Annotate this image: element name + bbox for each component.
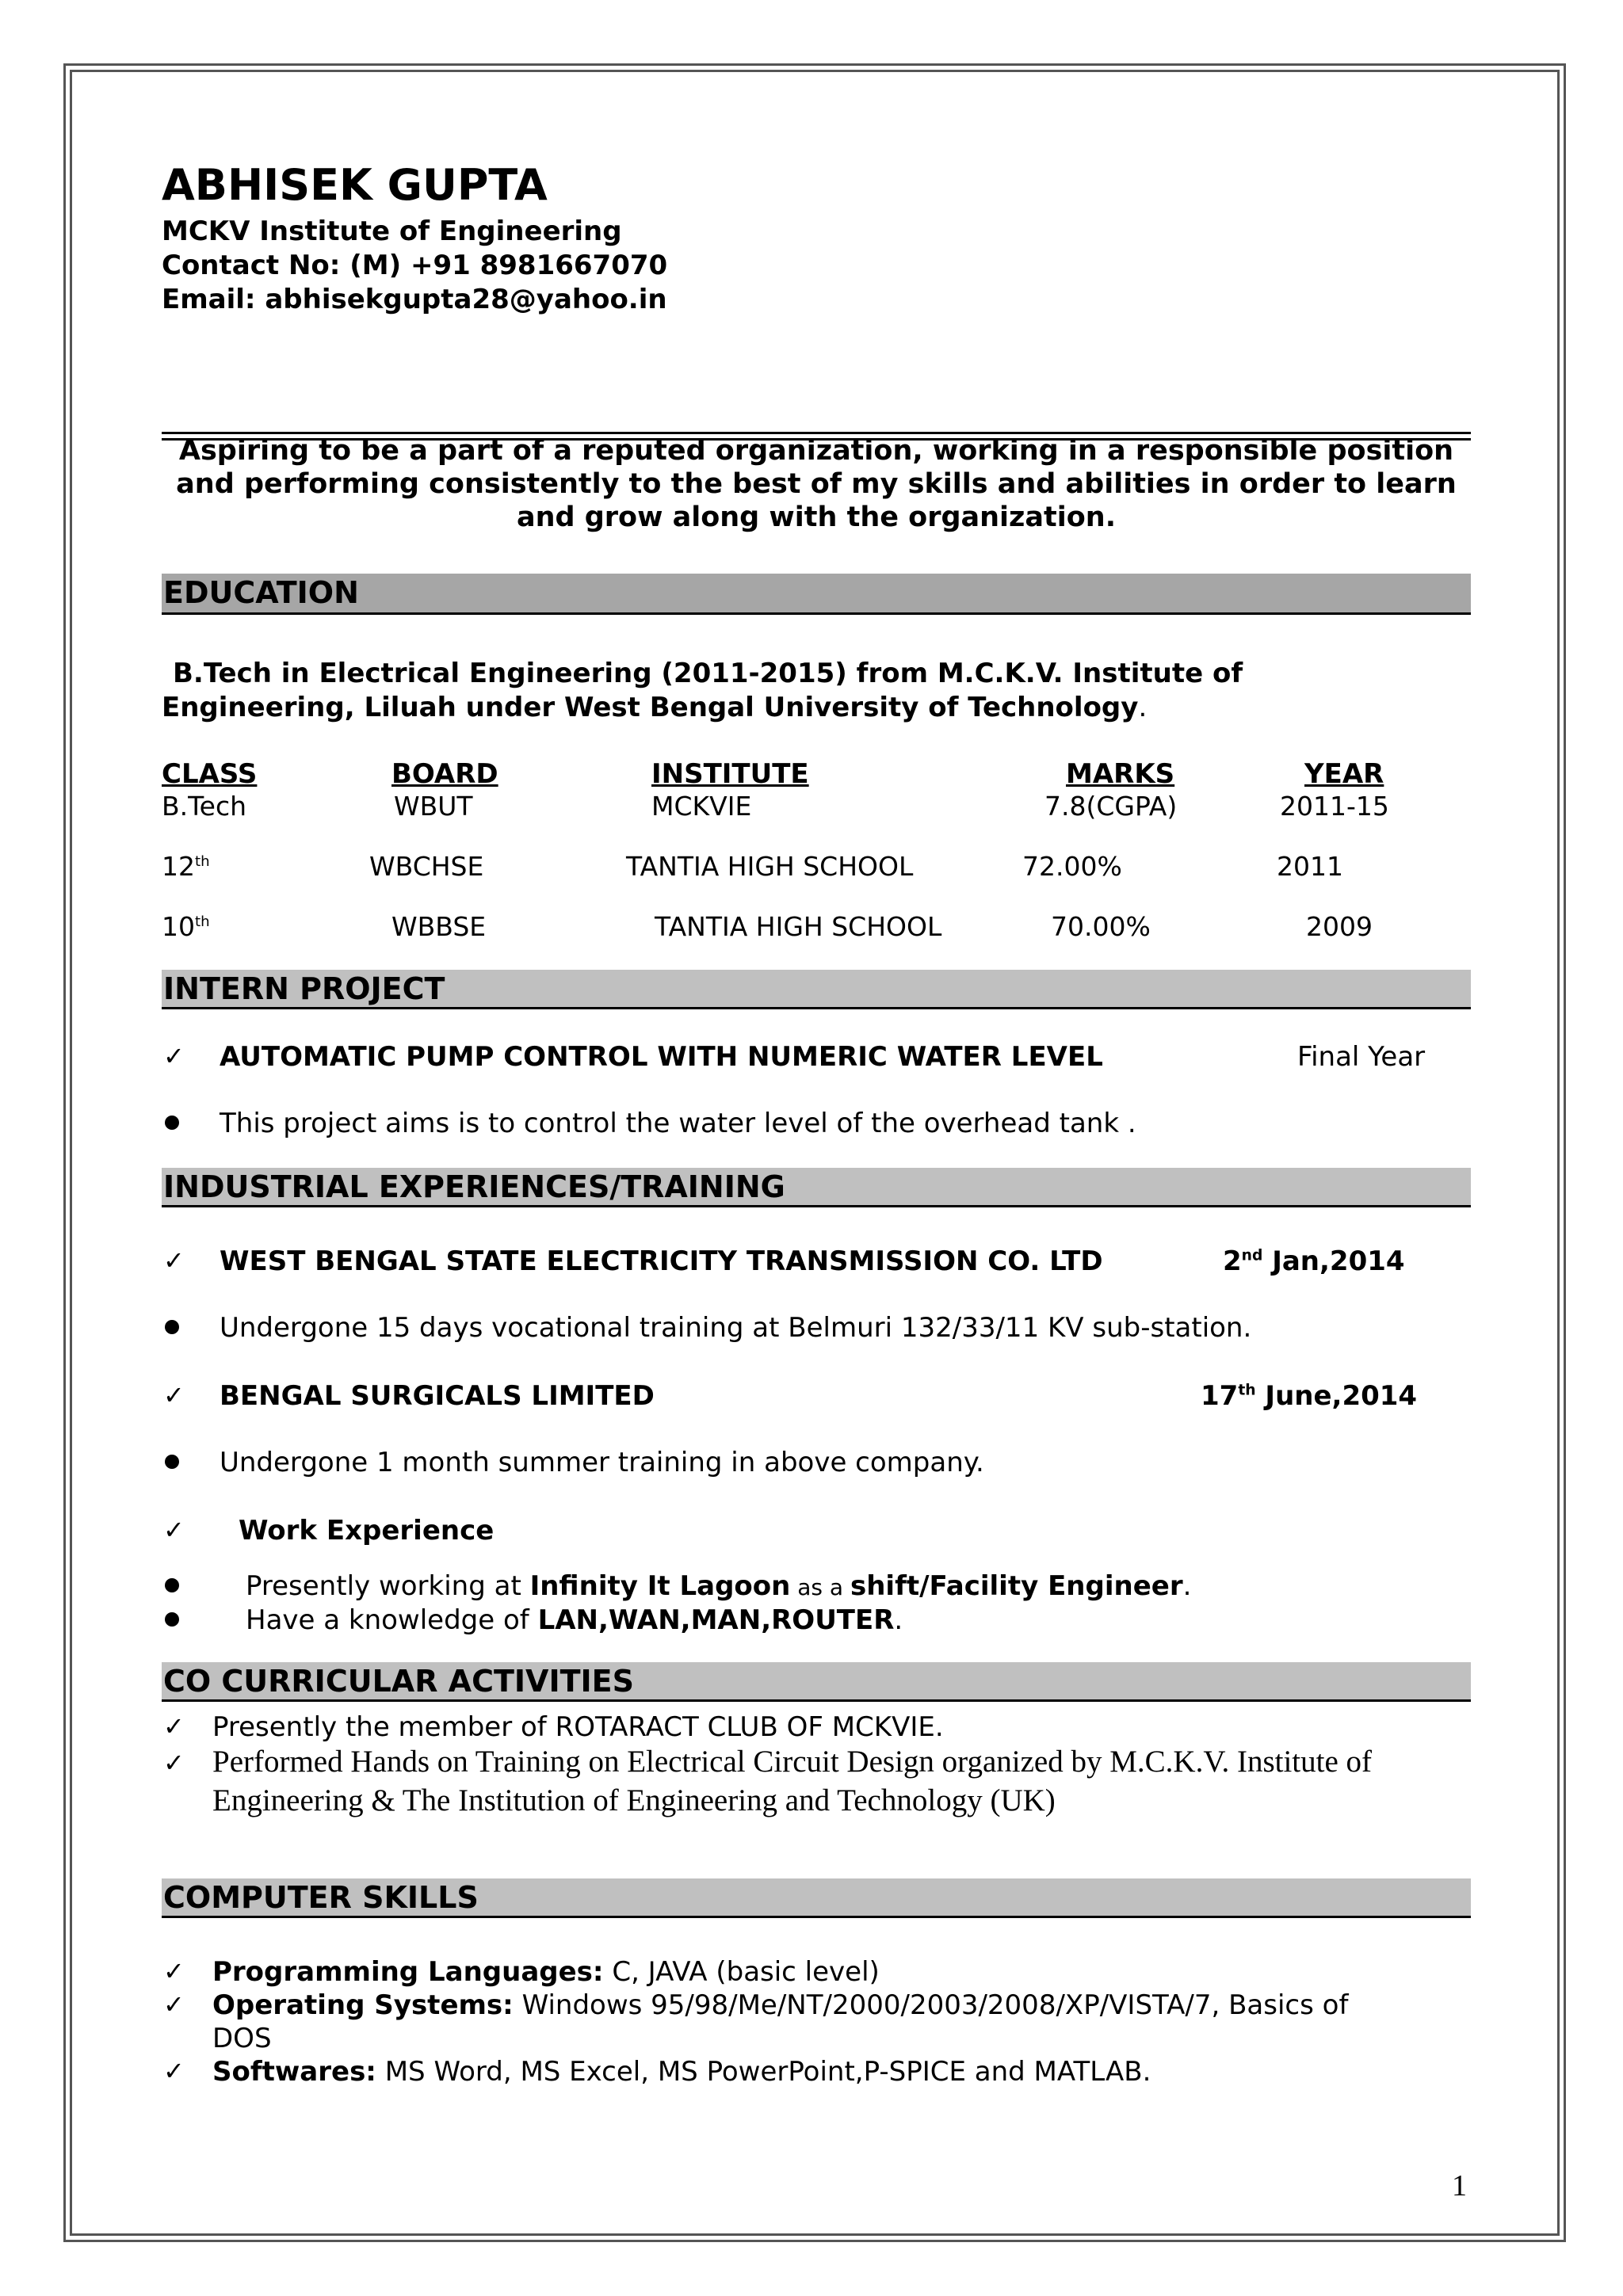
bullet-icon bbox=[165, 1612, 179, 1627]
table-row-institute: MCKVIE bbox=[651, 791, 752, 822]
project-title: AUTOMATIC PUMP CONTROL WITH NUMERIC WATER LEVEL bbox=[220, 1041, 1103, 1073]
bullet-icon bbox=[165, 1320, 179, 1334]
activity-item-2-line1: Performed Hands on Training on Electrical Circuit Design organized by M.C.K.V. Institute of bbox=[212, 1745, 1373, 1779]
table-row-marks: 7.8(CGPA) bbox=[1044, 791, 1178, 822]
education-summary-line2: Engineering, Liluah under West Bengal University of Technology. bbox=[162, 692, 1148, 723]
table-row-institute: TANTIA HIGH SCHOOL bbox=[626, 851, 914, 882]
col-year: YEAR bbox=[1304, 758, 1384, 790]
table-row-institute: TANTIA HIGH SCHOOL bbox=[655, 911, 942, 942]
skill-operating-systems-cont: DOS bbox=[212, 2023, 272, 2054]
table-row-board: WBCHSE bbox=[369, 851, 484, 882]
institute-line: MCKV Institute of Engineering bbox=[162, 215, 622, 247]
section-title: EDUCATION bbox=[163, 575, 359, 610]
training-date-2: 17th June,2014 bbox=[1201, 1380, 1418, 1412]
training-description-2: Undergone 1 month summer training in above company. bbox=[220, 1447, 984, 1478]
work-experience-item-1: Presently working at Infinity It Lagoon as a shift/Facility Engineer. bbox=[246, 1570, 1192, 1602]
section-title: COMPUTER SKILLS bbox=[163, 1880, 479, 1915]
activity-item-2-line2: Engineering & The Institution of Engineering and Technology (UK) bbox=[212, 1783, 1056, 1817]
table-row-year: 2011 bbox=[1277, 851, 1343, 882]
table-row-class: 12th bbox=[162, 851, 210, 882]
training-company-1: WEST BENGAL STATE ELECTRICITY TRANSMISSION CO. LTD bbox=[220, 1245, 1103, 1277]
table-row-class: B.Tech bbox=[162, 791, 247, 822]
table-row-board: WBBSE bbox=[391, 911, 487, 942]
work-experience-heading: Work Experience bbox=[239, 1515, 495, 1547]
table-row-marks: 70.00% bbox=[1051, 911, 1151, 942]
work-experience-item-2: Have a knowledge of LAN,WAN,MAN,ROUTER. bbox=[246, 1604, 903, 1636]
check-icon: ✓ bbox=[163, 1956, 185, 1986]
candidate-name: ABHISEK GUPTA bbox=[162, 160, 548, 210]
skill-programming: Programming Languages: C, JAVA (basic level) bbox=[212, 1956, 880, 1988]
activity-item-1: Presently the member of ROTARACT CLUB OF MCKVIE. bbox=[212, 1711, 944, 1743]
check-icon: ✓ bbox=[163, 1515, 185, 1545]
page-number: 1 bbox=[1452, 2169, 1467, 2203]
col-class: CLASS bbox=[162, 758, 258, 790]
section-co-curricular bbox=[162, 1662, 1471, 1702]
bullet-icon bbox=[165, 1116, 179, 1130]
table-row-class: 10th bbox=[162, 911, 210, 942]
bullet-icon bbox=[165, 1578, 179, 1592]
section-industrial-training bbox=[162, 1168, 1471, 1207]
section-intern-project bbox=[162, 970, 1471, 1009]
project-description: This project aims is to control the water level of the overhead tank . bbox=[220, 1108, 1136, 1139]
bullet-icon bbox=[165, 1455, 179, 1469]
section-title: CO CURRICULAR ACTIVITIES bbox=[163, 1664, 634, 1699]
career-objective: Aspiring to be a part of a reputed organization, working in a responsible position and performing consistently to the best of my skills and abilities in order to learn and grow along with the organization. bbox=[176, 435, 1457, 533]
check-icon: ✓ bbox=[163, 2056, 185, 2086]
training-description-1: Undergone 15 days vocational training at Belmuri 132/33/11 KV sub-station. bbox=[220, 1312, 1252, 1344]
check-icon: ✓ bbox=[163, 1245, 185, 1276]
contact-line: Contact No: (M) +91 8981667070 bbox=[162, 250, 668, 281]
check-icon: ✓ bbox=[163, 1748, 185, 1778]
table-row-marks: 72.00% bbox=[1022, 851, 1122, 882]
education-summary-line1: B.Tech in Electrical Engineering (2011-2015) from M.C.K.V. Institute of bbox=[173, 658, 1243, 689]
col-board: BOARD bbox=[391, 758, 498, 790]
section-education bbox=[162, 574, 1471, 615]
col-marks: MARKS bbox=[1066, 758, 1175, 790]
check-icon: ✓ bbox=[163, 1989, 185, 2019]
skill-operating-systems: Operating Systems: Windows 95/98/Me/NT/2000/2003/2008/XP/VISTA/7, Basics of bbox=[212, 1989, 1349, 2021]
check-icon: ✓ bbox=[163, 1711, 185, 1741]
section-title: INTERN PROJECT bbox=[163, 971, 445, 1006]
project-period: Final Year bbox=[1297, 1041, 1426, 1073]
check-icon: ✓ bbox=[163, 1380, 185, 1410]
table-row-year: 2011-15 bbox=[1280, 791, 1389, 822]
section-computer-skills bbox=[162, 1878, 1471, 1918]
training-company-2: BENGAL SURGICALS LIMITED bbox=[220, 1380, 655, 1412]
email-line: Email: abhisekgupta28@yahoo.in bbox=[162, 284, 667, 315]
training-date-1: 2nd Jan,2014 bbox=[1223, 1245, 1405, 1277]
section-title: INDUSTRIAL EXPERIENCES/TRAINING bbox=[163, 1169, 785, 1204]
col-institute: INSTITUTE bbox=[651, 758, 809, 790]
skill-softwares: Softwares: MS Word, MS Excel, MS PowerPoint,P-SPICE and MATLAB. bbox=[212, 2056, 1151, 2088]
table-row-year: 2009 bbox=[1306, 911, 1373, 942]
check-icon: ✓ bbox=[163, 1041, 185, 1071]
table-row-board: WBUT bbox=[394, 791, 473, 822]
